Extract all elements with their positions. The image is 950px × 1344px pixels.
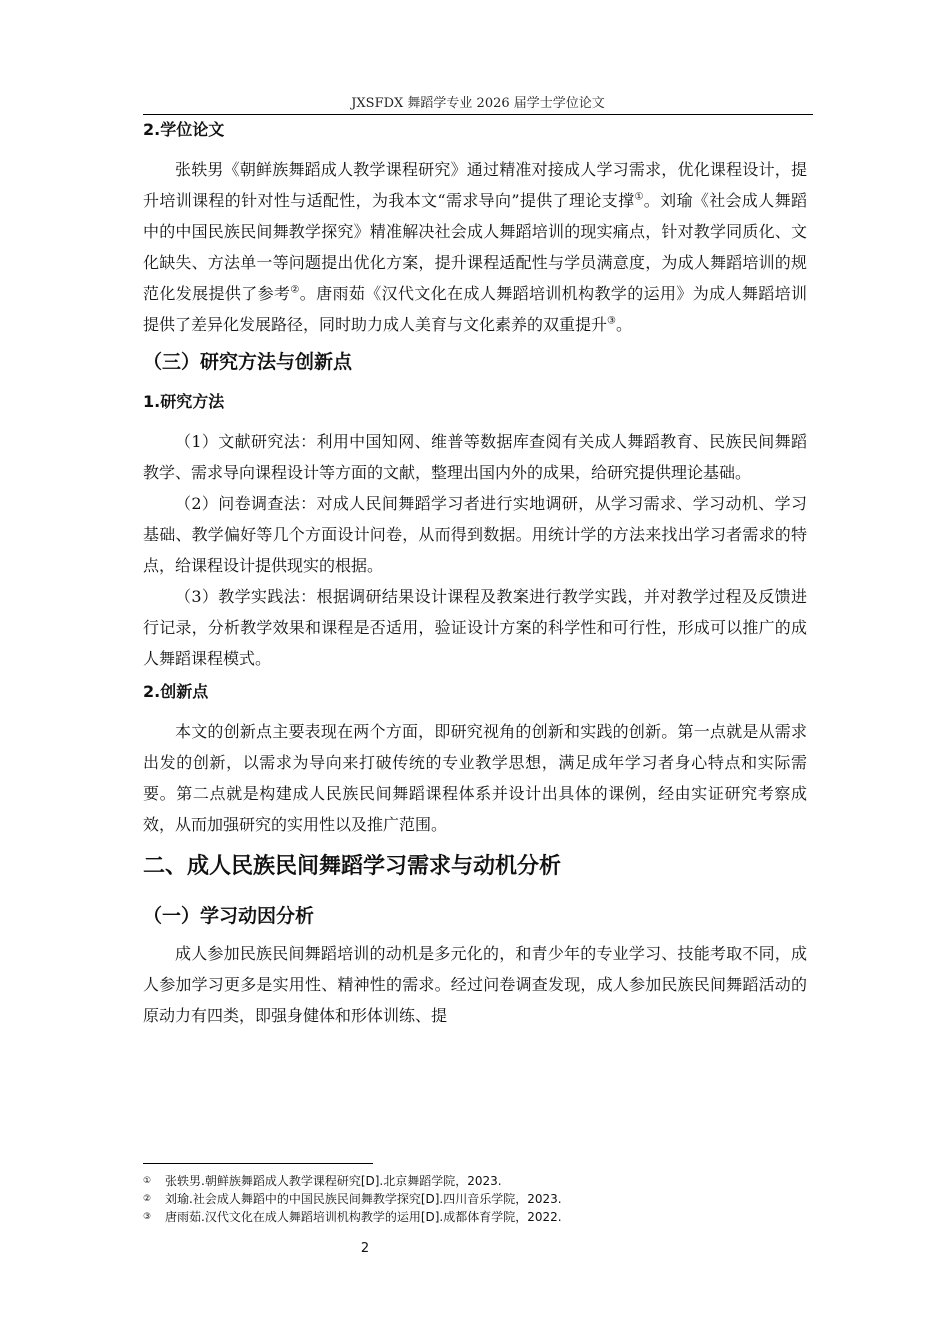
- footnote-item: [143, 1172, 807, 1190]
- footnote-reference: ③: [607, 315, 616, 327]
- paragraph-text: （1）文献研究法：利用中国知网、维普等数据库查阅有关成人舞蹈教育、民族民间舞蹈教学、需求导向课程设计等方面的文献，整理出国内外的成果，给研究提供理论基础。: [143, 432, 807, 482]
- section-heading-motivation: （一）学习动因分析: [143, 905, 315, 927]
- footnotes: [143, 1172, 807, 1226]
- paragraph-text: （3）教学实践法：根据调研结果设计课程及教案进行教学实践，并对教学过程及反馈进行记录，分析教学效果和课程是否适用，验证设计方案的科学性和可行性，形成可以推广的成人舞蹈课程模式。: [143, 587, 807, 668]
- footnote-mark: ③: [143, 1212, 152, 1222]
- paragraph-innovation: [143, 716, 807, 840]
- paragraph-text: 。刘瑜《社会成人舞蹈中的中国民族民间舞教学探究》精准解决社会成人舞蹈培训的现实痛点，针对教学同质化、文化缺失、方法单一等问题提出优化方案，提升课程适配性与学员满意度，为成人舞蹈培训的规范化发展提供了参考: [143, 191, 807, 303]
- paragraph-motivation: [143, 938, 807, 1031]
- paragraph-text: 本文的创新点主要表现在两个方面，即研究视角的创新和实践的创新。第一点就是从需求出发的创新，以需求为导向来打破传统的专业教学思想，满足成年学习者身心特点和实际需要。第二点就是构建成人民族民间舞蹈课程体系并设计出具体的课例，经由实证研究考察成效，从而加强研究的实用性以及推广范围。: [143, 722, 807, 834]
- footnote-mark: ②: [143, 1194, 152, 1204]
- section-heading-1-methods: 1.研究方法: [143, 392, 225, 411]
- footnote-separator: [143, 1163, 373, 1164]
- chapter-heading-2: 二、成人民族民间舞蹈学习需求与动机分析: [143, 854, 562, 879]
- section-heading-research-methods: （三）研究方法与创新点: [143, 351, 353, 373]
- section-heading-2-thesis: 2.学位论文: [143, 120, 225, 139]
- section-heading-2-innovation: 2.创新点: [143, 682, 209, 701]
- running-header: JXSFDX 舞蹈学专业 2026 届学士学位论文: [143, 94, 813, 115]
- paragraph-text: 。: [615, 315, 632, 334]
- footnote-item: [143, 1208, 807, 1226]
- paragraph-text: （2）问卷调查法：对成人民间舞蹈学习者进行实地调研，从学习需求、学习动机、学习基础、教学偏好等几个方面设计问卷，从而得到数据。用统计学的方法来找出学习者需求的特点，给课程设计提供现实的根据。: [143, 494, 807, 575]
- footnote-text: 唐雨茹.汉代文化在成人舞蹈培训机构教学的运用[D].成都体育学院，2022.: [165, 1210, 562, 1224]
- page-body: [143, 112, 807, 1031]
- footnote-text: 刘瑜.社会成人舞蹈中的中国民族民间舞教学探究[D].四川音乐学院，2023.: [165, 1192, 562, 1206]
- footnote-reference: ②: [290, 284, 300, 296]
- paragraph-text: 张轶男《朝鲜族舞蹈成人教学课程研究》通过精准对接成人学习需求，优化课程设计，提升培训课程的针对性与适配性，为我本文“需求导向”提供了理论支撑: [143, 160, 807, 210]
- footnote-item: [143, 1190, 807, 1208]
- paragraph-method-literature: [143, 426, 807, 488]
- page-number: 2: [360, 1241, 370, 1256]
- paragraph-text: 成人参加民族民间舞蹈培训的动机是多元化的，和青少年的专业学习、技能考取不同，成人参加学习更多是实用性、精神性的需求。经过问卷调查发现，成人参加民族民间舞蹈活动的原动力有四类，即强身健体和形体训练、提: [143, 944, 807, 1025]
- footnote-reference: ①: [634, 191, 644, 203]
- footnote-text: 张轶男.朝鲜族舞蹈成人教学课程研究[D].北京舞蹈学院，2023.: [165, 1174, 502, 1188]
- paragraph-thesis-review: [143, 154, 807, 340]
- paragraph-method-practice: [143, 581, 807, 674]
- footnote-mark: ①: [143, 1176, 152, 1186]
- paragraph-method-survey: [143, 488, 807, 581]
- paragraph-text: 。唐雨茹《汉代文化在成人舞蹈培训机构教学的运用》为成人舞蹈培训提供了差异化发展路径，同时助力成人美育与文化素养的双重提升: [143, 284, 807, 334]
